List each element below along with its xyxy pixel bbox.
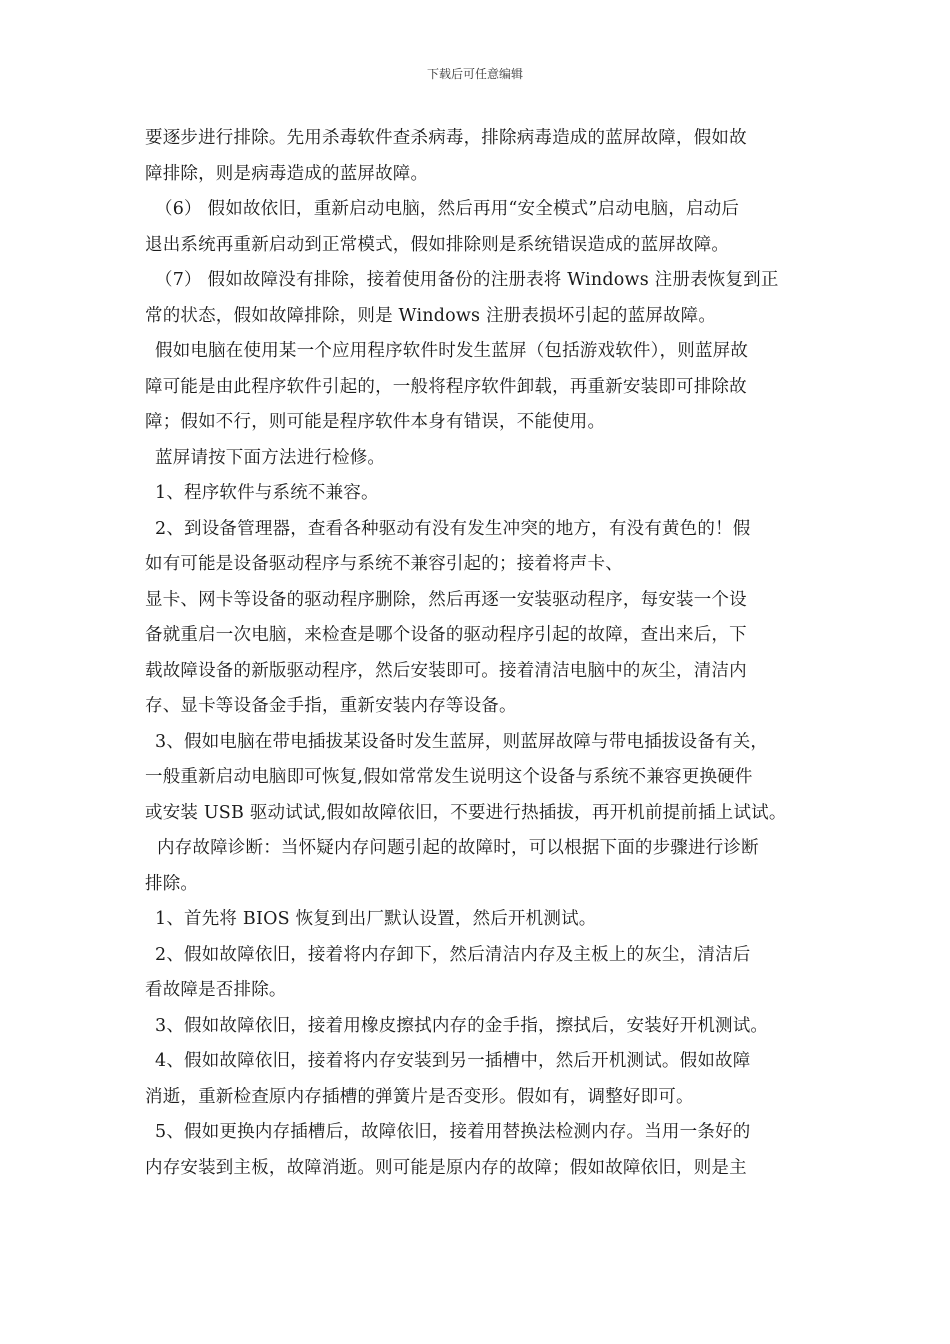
text-line: 存、显卡等设备金手指，重新安装内存等设备。	[145, 696, 517, 716]
text-line: 障可能是由此程序软件引起的，一般将程序软件卸载，再重新安装即可排除故	[145, 376, 747, 397]
text-line: 3、假如故障依旧，接着用橡皮擦拭内存的金手指，擦拭后，安装好开机测试。	[155, 1015, 769, 1036]
text-line: （7） 假如故障没有排除，接着使用备份的注册表将 Windows 注册表恢复到正	[155, 270, 779, 290]
text-line: 4、假如故障依旧，接着将内存安装到另一插槽中，然后开机测试。假如故障	[155, 1051, 751, 1071]
text-line: 显卡、网卡等设备的驱动程序删除，然后再逐一安装驱动程序，每安装一个设	[145, 589, 747, 610]
text-line: 排除。	[145, 873, 199, 894]
page-header: 下载后可任意编辑	[426, 67, 523, 81]
text-line: 假如电脑在使用某一个应用程序软件时发生蓝屏（包括游戏软件），则蓝屏故	[155, 341, 749, 361]
text-line: 蓝屏请按下面方法进行检修。	[155, 447, 386, 468]
text-line: 1、程序软件与系统不兼容。	[155, 483, 379, 503]
text-line: 内存安装到主板，故障消逝。则可能是原内存的故障；假如故障依旧，则是主	[145, 1157, 747, 1178]
text-line: 障；假如不行，则可能是程序软件本身有错误，不能使用。	[145, 412, 606, 432]
text-line: 一般重新启动电脑即可恢复,假如常常发生说明这个设备与系统不兼容更换硬件	[145, 767, 753, 787]
text-line: 如有可能是设备驱动程序与系统不兼容引起的；接着将声卡、	[145, 554, 623, 574]
text-line: 或安装 USB 驱动试试,假如故障依旧，不要进行热插拔，再开机前提前插上试试。	[145, 802, 787, 823]
text-line: 2、到设备管理器，查看各种驱动有没有发生冲突的地方，有没有黄色的！假	[155, 518, 751, 539]
text-line: 常的状态，假如故障排除，则是 Windows 注册表损坏引起的蓝屏故障。	[145, 305, 717, 326]
text-line: 2、假如故障依旧，接着将内存卸下，然后清洁内存及主板上的灰尘，清洁后	[155, 944, 751, 965]
document-body	[145, 121, 815, 1186]
text-line: 消逝，重新检查原内存插槽的弹簧片是否变形。假如有，调整好即可。	[145, 1086, 694, 1107]
text-line: （6） 假如故依旧，重新启动电脑，然后再用“安全模式”启动电脑，启动后	[155, 199, 740, 219]
text-line: 备就重启一次电脑，来检查是哪个设备的驱动程序引起的故障，查出来后，下	[145, 625, 747, 645]
text-line: 看故障是否排除。	[145, 980, 287, 1000]
text-line: 内存故障诊断：当怀疑内存问题引起的故障时，可以根据下面的步骤进行诊断	[157, 838, 759, 858]
text-line: 1、首先将 BIOS 恢复到出厂默认设置，然后开机测试。	[155, 909, 597, 929]
text-line: 障排除，则是病毒造成的蓝屏故障。	[145, 163, 429, 184]
text-line: 载故障设备的新版驱动程序，然后安装即可。接着清洁电脑中的灰尘，清洁内	[145, 660, 747, 681]
text-line: 3、假如电脑在带电插拔某设备时发生蓝屏，则蓝屏故障与带电插拔设备有关，	[155, 731, 769, 752]
text-line: 5、假如更换内存插槽后，故障依旧，接着用替换法检测内存。当用一条好的	[155, 1122, 751, 1142]
text-line: 退出系统再重新启动到正常模式，假如排除则是系统错误造成的蓝屏故障。	[145, 234, 730, 255]
text-line: 要逐步进行排除。先用杀毒软件查杀病毒，排除病毒造成的蓝屏故障，假如故	[145, 128, 747, 148]
